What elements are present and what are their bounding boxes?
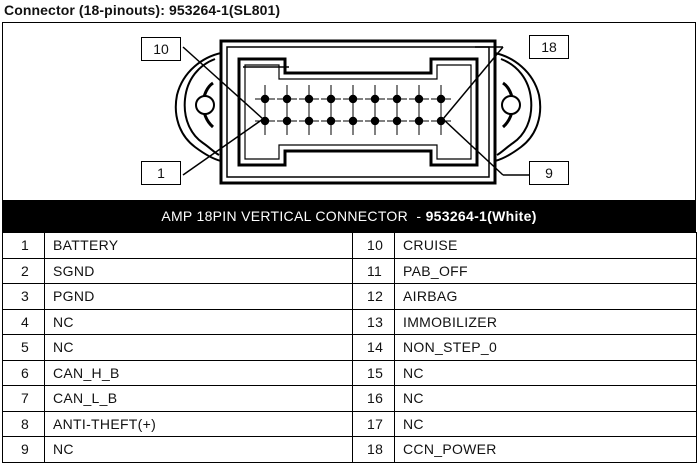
banner-part-number: 953264-1(White) xyxy=(425,208,537,224)
pin-signal: NC xyxy=(45,335,353,361)
pin-number: 12 xyxy=(353,284,395,310)
pin-number: 10 xyxy=(353,233,395,259)
pin-contact xyxy=(371,117,379,125)
pin-contact xyxy=(437,95,445,103)
pin-signal: CCN_POWER xyxy=(395,437,697,463)
pin-signal: NC xyxy=(45,437,353,463)
pin-contact xyxy=(393,95,401,103)
pin-signal: NON_STEP_0 xyxy=(395,335,697,361)
table-row xyxy=(3,335,697,361)
table-row xyxy=(3,258,697,284)
pin-number: 4 xyxy=(3,309,45,335)
table-row xyxy=(3,309,697,335)
pin-contact xyxy=(261,95,269,103)
pin-signal: PGND xyxy=(45,284,353,310)
table-row xyxy=(3,284,697,310)
table-row xyxy=(3,233,697,259)
pin-signal: NC xyxy=(395,386,697,412)
table-row xyxy=(3,386,697,412)
pin-contact xyxy=(393,117,401,125)
pin-contact xyxy=(327,117,335,125)
pin-number: 6 xyxy=(3,360,45,386)
pin-contact xyxy=(305,95,313,103)
pin-number: 9 xyxy=(3,437,45,463)
pin-signal: NC xyxy=(395,360,697,386)
banner-prefix: AMP 18PIN VERTICAL CONNECTOR - xyxy=(161,208,426,224)
pin-number: 7 xyxy=(3,386,45,412)
pin-signal: SGND xyxy=(45,258,353,284)
table-row xyxy=(3,437,697,463)
pin-signal: ANTI-THEFT(+) xyxy=(45,411,353,437)
table-row xyxy=(3,411,697,437)
pin-signal: CAN_L_B xyxy=(45,386,353,412)
pin-contact xyxy=(415,95,423,103)
pin-contact xyxy=(283,95,291,103)
pin-signal: CAN_H_B xyxy=(45,360,353,386)
pin-number: 16 xyxy=(353,386,395,412)
pin-signal: NC xyxy=(45,309,353,335)
pin-number: 17 xyxy=(353,411,395,437)
connector-banner xyxy=(2,200,696,232)
pin-number: 11 xyxy=(353,258,395,284)
pin-number: 5 xyxy=(3,335,45,361)
pin-contact xyxy=(349,95,357,103)
pin-number: 15 xyxy=(353,360,395,386)
pin-number: 18 xyxy=(353,437,395,463)
connector-body xyxy=(221,41,495,183)
pin-number: 8 xyxy=(3,411,45,437)
pin-contact xyxy=(283,117,291,125)
pin-number: 3 xyxy=(3,284,45,310)
pin18-callout: 18 xyxy=(529,35,569,59)
pin-signal: NC xyxy=(395,411,697,437)
pin10-callout: 10 xyxy=(141,37,181,61)
page-title: Connector (18-pinouts): 953264-1(SL801) xyxy=(4,2,281,18)
pin-signal: AIRBAG xyxy=(395,284,697,310)
pin-contact xyxy=(349,117,357,125)
pin1-callout: 1 xyxy=(141,161,181,185)
pin-contact xyxy=(415,117,423,125)
pin-grid xyxy=(255,85,451,135)
pin-contact xyxy=(305,117,313,125)
pin-number: 13 xyxy=(353,309,395,335)
pin9-callout: 9 xyxy=(529,161,569,185)
pin-signal: CRUISE xyxy=(395,233,697,259)
pinout-table xyxy=(2,232,697,463)
pin-signal: BATTERY xyxy=(45,233,353,259)
pin-signal: IMMOBILIZER xyxy=(395,309,697,335)
pin-number: 14 xyxy=(353,335,395,361)
right-mounting-ear xyxy=(495,53,540,161)
connector-drawing xyxy=(3,23,697,201)
pin-number: 1 xyxy=(3,233,45,259)
pin-contact xyxy=(371,95,379,103)
pin-number: 2 xyxy=(3,258,45,284)
pin-signal: PAB_OFF xyxy=(395,258,697,284)
table-row xyxy=(3,360,697,386)
left-mounting-ear xyxy=(176,53,221,161)
connector-diagram xyxy=(2,22,696,200)
pin-contact xyxy=(327,95,335,103)
